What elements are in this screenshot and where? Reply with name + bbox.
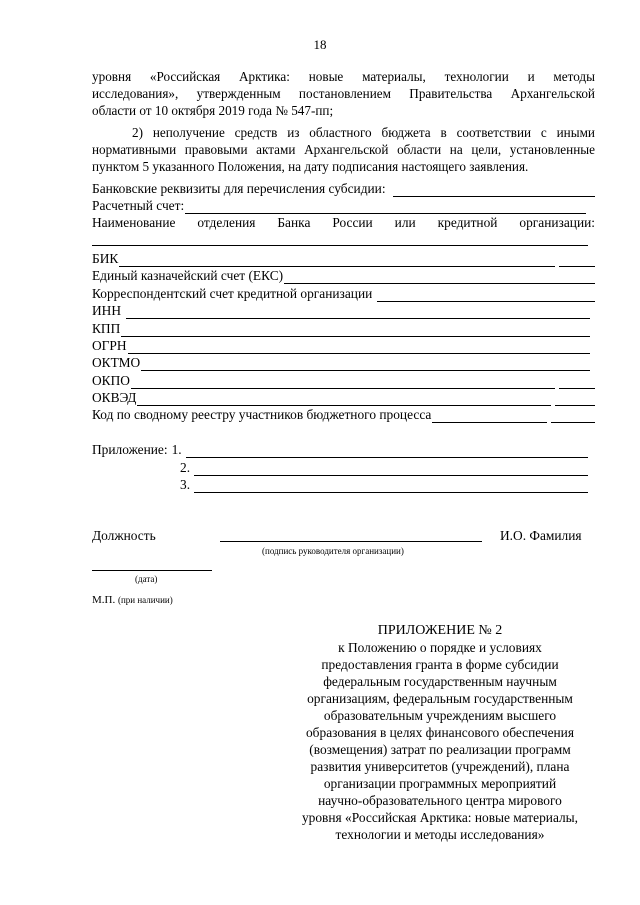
stamp-note: (при наличии) <box>117 595 173 605</box>
attachment-number: 2. <box>180 460 191 475</box>
appendix-line: организациям, федеральным государственным <box>307 691 573 706</box>
registry-label: Код по сводному реестру участников бюджетного процесса <box>92 407 432 422</box>
okpo-field[interactable] <box>131 375 555 389</box>
ogrn-field[interactable] <box>128 340 590 354</box>
eks-label: Единый казначейский счет (ЕКС) <box>92 268 284 283</box>
registry-row <box>92 406 595 423</box>
okpo-field-extra[interactable] <box>559 375 595 389</box>
registry-field-extra[interactable] <box>551 409 595 423</box>
bank-name-label: Наименование отделения Банка России или кредитной организации: <box>92 215 595 230</box>
appendix-line: образовательным учреждениям высшего <box>323 708 557 723</box>
corr-row <box>92 285 595 302</box>
registry-field[interactable] <box>432 409 547 423</box>
kpp-label: КПП <box>92 321 121 336</box>
name-label: И.О. Фамилия <box>500 528 582 543</box>
item2-line: 2) неполучение средств из областного бюджета в соответствии с иными <box>132 125 595 140</box>
appendix-line: образования в целях финансового обеспечения <box>305 725 575 740</box>
okpo-label: ОКПО <box>92 373 130 388</box>
signature-field[interactable] <box>220 541 482 542</box>
ogrn-row <box>92 337 595 354</box>
stamp-place <box>92 594 173 606</box>
attachment-number: 3. <box>180 477 191 492</box>
appendix-title: ПРИЛОЖЕНИЕ № 2 <box>377 623 503 638</box>
bank-header-field[interactable] <box>393 183 595 197</box>
appendix-line: федеральным государственным научным <box>323 674 557 689</box>
oktmo-field[interactable] <box>141 357 590 371</box>
appendix-block <box>270 622 610 843</box>
appendix-line: уровня «Российская Арктика: новые материалы, <box>301 810 579 825</box>
account-row <box>92 197 595 214</box>
account-field[interactable] <box>185 200 586 214</box>
kpp-field[interactable] <box>121 323 590 337</box>
okved-label: ОКВЭД <box>92 390 137 405</box>
attachment-row-3 <box>180 476 588 493</box>
inn-field[interactable] <box>126 305 590 319</box>
intro-line: исследования», утвержденным постановлением Правительства Архангельской <box>92 86 595 101</box>
eks-row <box>92 267 595 284</box>
account-label: Расчетный счет: <box>92 198 185 213</box>
stamp-label: М.П. <box>92 594 116 606</box>
inn-row <box>92 302 595 319</box>
attachments-label: Приложение: <box>92 442 168 457</box>
oktmo-label: ОКТМО <box>92 355 141 370</box>
kpp-row <box>92 320 595 337</box>
attachment-field-2[interactable] <box>194 462 588 476</box>
date-field[interactable] <box>92 570 212 571</box>
appendix-line: к Положению о порядке и условиях <box>338 640 542 655</box>
intro-paragraph <box>92 68 595 119</box>
oktmo-row <box>92 354 595 371</box>
appendix-text <box>270 639 610 843</box>
appendix-line: научно-образовательного центра мирового <box>318 793 562 808</box>
intro-line: уровня «Российская Арктика: новые материалы, технологии и методы <box>92 69 595 84</box>
date-caption: (дата) <box>135 574 158 584</box>
bank-name-field[interactable] <box>92 245 588 246</box>
position-label: Должность <box>92 528 156 543</box>
item2-line: пунктом 5 указанного Положения, на дату подписания настоящего заявления. <box>92 159 529 174</box>
inn-label: ИНН <box>92 303 122 318</box>
attachment-field-1[interactable] <box>186 444 588 458</box>
page-number: 18 <box>313 37 327 52</box>
appendix-line: предоставления гранта в форме субсидии <box>321 657 559 672</box>
bank-header-label: Банковские реквизиты для перечисления субсидии: <box>92 181 386 196</box>
bik-field-extra[interactable] <box>559 253 595 267</box>
appendix-line: технологии и методы исследования» <box>335 827 545 842</box>
bank-header-row <box>92 180 595 197</box>
attachment-number: 1. <box>171 442 182 457</box>
appendix-line: организации программных мероприятий <box>323 776 557 791</box>
attachment-field-3[interactable] <box>194 479 588 493</box>
attachment-row-2 <box>180 459 588 476</box>
appendix-line: (возмещения) затрат по реализации программ <box>309 742 571 757</box>
signature-caption: (подпись руководителя организации) <box>262 546 404 556</box>
bik-label: БИК <box>92 251 119 266</box>
attachment-row-1 <box>92 441 588 458</box>
bik-row <box>92 250 595 267</box>
bik-field[interactable] <box>119 253 555 267</box>
eks-field[interactable] <box>284 270 595 284</box>
corr-field[interactable] <box>377 288 595 302</box>
appendix-line: развития университетов (учреждений), плана <box>310 759 570 774</box>
item2-line: нормативными правовыми актами Архангельской области на цели, установленные <box>92 142 595 157</box>
okved-row <box>92 389 595 406</box>
okved-field[interactable] <box>137 392 551 406</box>
ogrn-label: ОГРН <box>92 338 127 353</box>
okpo-row <box>92 372 595 389</box>
okved-field-extra[interactable] <box>555 392 595 406</box>
intro-line: области от 10 октября 2019 года № 547-пп; <box>92 103 334 118</box>
corr-label: Корреспондентский счет кредитной организации <box>92 286 373 301</box>
item2-paragraph <box>92 124 595 175</box>
